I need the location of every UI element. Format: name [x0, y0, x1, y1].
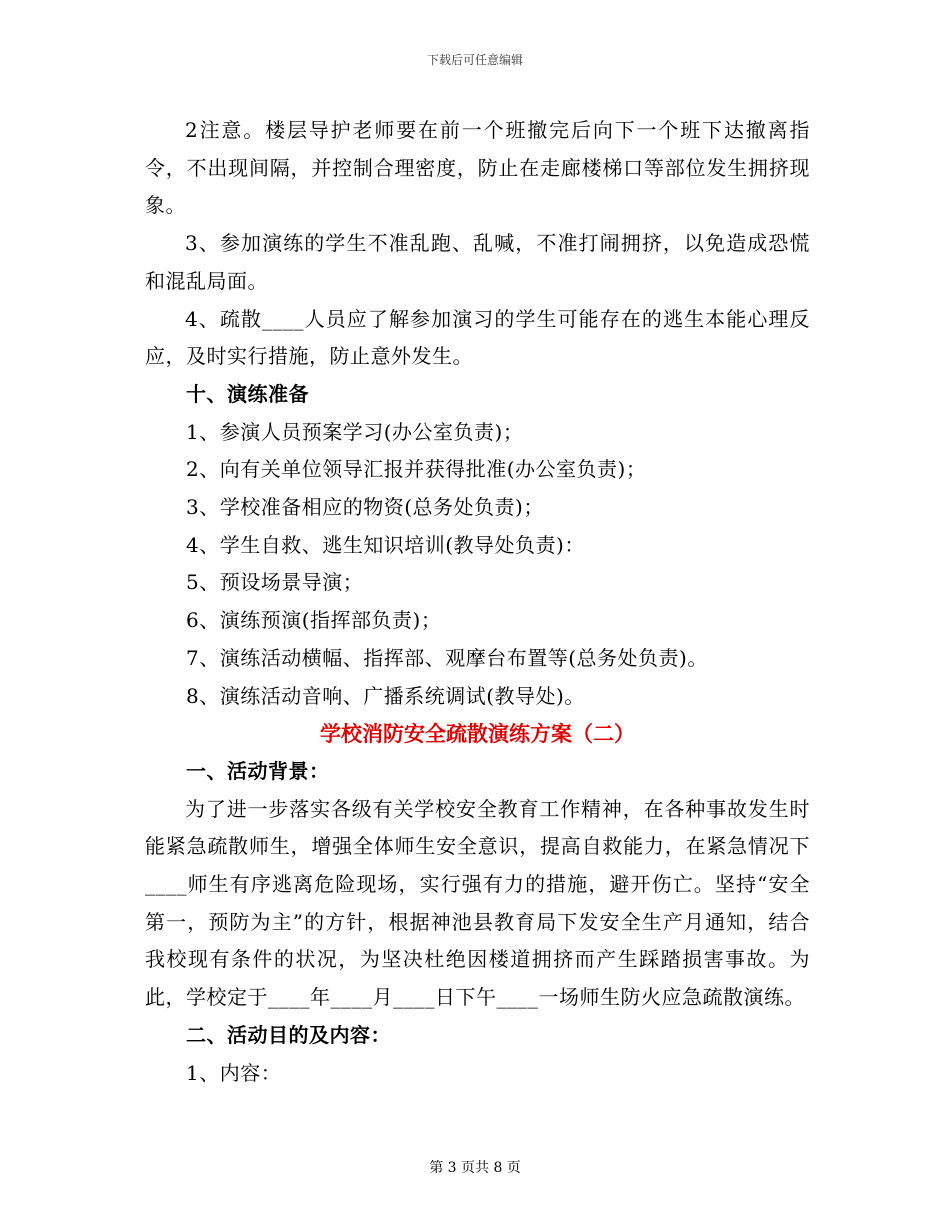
list-item-content: 1、内容：	[186, 1060, 282, 1085]
list-item: 3、学校准备相应的物资(总务处负责)；	[186, 495, 544, 520]
page-header: 下载后可任意编辑	[426, 53, 523, 67]
paragraph-note-3: 3、参加演练的学生不准乱跑、乱喊，不准打闹拥挤，以免造成恐慌和混乱局面。	[145, 231, 810, 293]
list-item: 6、演练预演(指挥部负责)；	[186, 608, 442, 633]
document-title: 学校消防安全疏散演练方案（二）	[320, 721, 635, 747]
section-heading-purpose: 二、活动目的及内容：	[186, 1022, 391, 1047]
section-heading-prep: 十、演练准备	[186, 381, 309, 406]
list-item: 2、向有关单位领导汇报并获得批准(办公室负责)；	[186, 457, 647, 482]
document-body	[145, 112, 810, 1092]
list-item: 7、演练活动横幅、指挥部、观摩台布置等(总务处负责)。	[186, 645, 708, 670]
paragraph-background: 为了进一步落实各级有关学校安全教育工作精神，在各种事故发生时能紧急疏散师生，增强全体师生安全意识，提高自救能力，在紧急情况下____师生有序逃离危险现场，实行强有力的措施，避开伤亡。坚持“安全第一，预防为主”的方针，根据神池县教育局下发安全生产月通知，结合我校现有条件的状况，为坚决杜绝因楼道拥挤而产生踩踏损害事故。为此，学校定于____年____月____日下午____一场师生防火应急疏散演练。	[145, 796, 810, 1010]
list-item: 5、预设场景导演；	[186, 570, 364, 595]
paragraph-note-4: 4、疏散____人员应了解参加演习的学生可能存在的逃生本能心理反应，及时实行措施，防止意外发生。	[145, 306, 810, 369]
list-item: 8、演练活动音响、广播系统调试(教导处)。	[186, 683, 585, 708]
paragraph-note-2: 2注意。楼层导护老师要在前一个班撤完后向下一个班下达撤离指令，不出现间隔，并控制合理密度，防止在走廊楼梯口等部位发生拥挤现象。	[145, 118, 810, 218]
page-footer: 第 3 页共 8 页	[429, 1160, 521, 1176]
list-item: 1、参演人员预案学习(办公室负责)；	[186, 419, 524, 444]
list-item: 4、学生自救、逃生知识培训(教导处负责)：	[186, 532, 585, 557]
section-heading-background: 一、活动背景：	[186, 758, 330, 783]
